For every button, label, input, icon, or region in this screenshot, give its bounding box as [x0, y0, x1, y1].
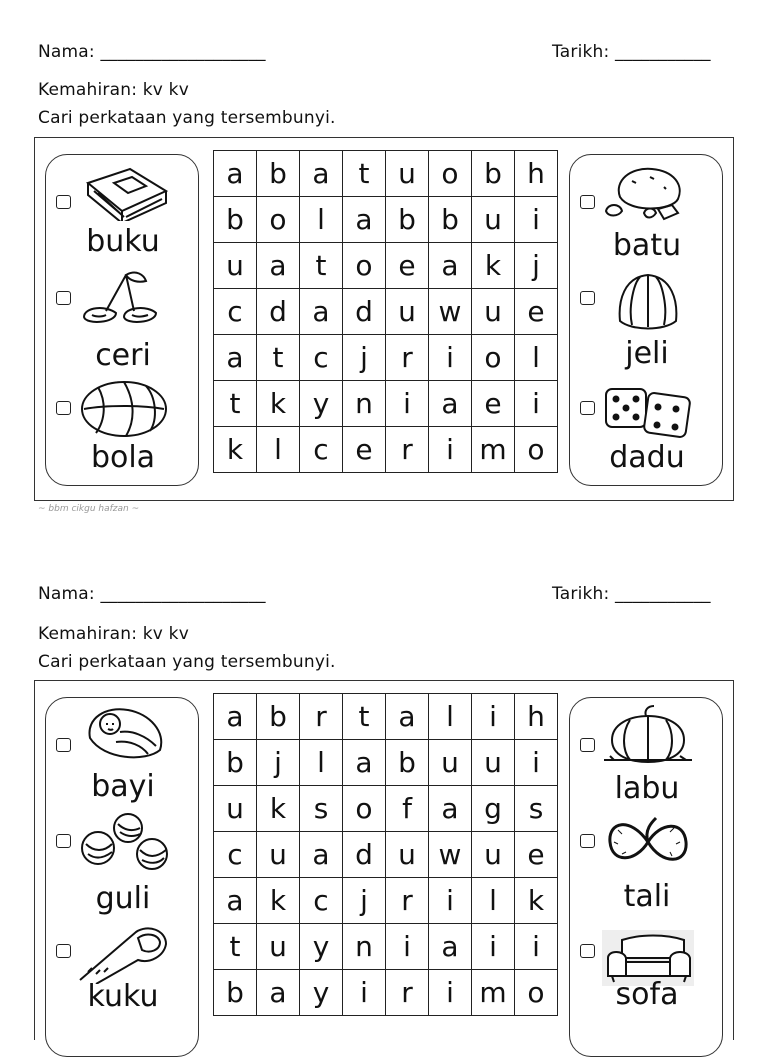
grid-cell[interactable]: u: [472, 740, 515, 786]
grid-cell[interactable]: u: [472, 289, 515, 335]
word-label: dadu: [609, 440, 685, 475]
baby-icon: [76, 702, 172, 762]
word-label: kuku: [87, 979, 159, 1014]
checkbox[interactable]: [580, 834, 595, 848]
grid-cell[interactable]: u: [257, 924, 300, 970]
grid-cell[interactable]: l: [257, 427, 300, 473]
grid-cell[interactable]: h: [515, 694, 558, 740]
grid-cell[interactable]: e: [343, 427, 386, 473]
word-item: [46, 918, 200, 1026]
grid-cell[interactable]: k: [257, 786, 300, 832]
grid-cell[interactable]: b: [472, 151, 515, 197]
grid-row: [214, 197, 558, 243]
instruction: Cari perkataan yang tersembunyi.: [38, 652, 336, 672]
dice-icon: [600, 379, 696, 439]
grid-cell[interactable]: s: [300, 786, 343, 832]
grid-row: [214, 832, 558, 878]
grid-cell[interactable]: t: [343, 694, 386, 740]
ball-icon: [76, 379, 172, 439]
grid-row: [214, 924, 558, 970]
grid-cell[interactable]: u: [386, 832, 429, 878]
grid-cell[interactable]: i: [429, 878, 472, 924]
grid-cell[interactable]: o: [515, 970, 558, 1016]
grid-cell[interactable]: c: [214, 832, 257, 878]
checkbox[interactable]: [580, 738, 595, 752]
grid-cell[interactable]: u: [386, 289, 429, 335]
grid-cell[interactable]: k: [257, 381, 300, 427]
grid-cell[interactable]: a: [300, 832, 343, 878]
grid-cell[interactable]: n: [343, 381, 386, 427]
jelly-icon: [600, 271, 696, 331]
grid-cell[interactable]: c: [214, 289, 257, 335]
grid-cell[interactable]: b: [257, 151, 300, 197]
grid-cell[interactable]: t: [214, 381, 257, 427]
grid-cell[interactable]: b: [386, 197, 429, 243]
grid-row: [214, 878, 558, 924]
right-word-panel: [569, 697, 723, 1057]
grid-row: [214, 694, 558, 740]
checkbox[interactable]: [56, 944, 71, 958]
grid-cell[interactable]: u: [214, 786, 257, 832]
grid-cell[interactable]: u: [386, 151, 429, 197]
word-item: [46, 808, 200, 916]
right-word-panel: [569, 154, 723, 486]
grid-cell[interactable]: i: [472, 924, 515, 970]
grid-cell[interactable]: i: [386, 381, 429, 427]
grid-cell[interactable]: r: [386, 427, 429, 473]
word-item: [46, 698, 200, 806]
grid-cell[interactable]: r: [386, 970, 429, 1016]
grid-cell[interactable]: b: [214, 970, 257, 1016]
word-item: [570, 918, 724, 1026]
checkbox[interactable]: [580, 291, 595, 305]
marbles-icon: [76, 812, 172, 872]
grid-cell[interactable]: t: [257, 335, 300, 381]
grid-cell[interactable]: s: [515, 786, 558, 832]
word-label: batu: [612, 228, 682, 263]
grid-cell[interactable]: a: [429, 381, 472, 427]
grid-cell[interactable]: l: [429, 694, 472, 740]
grid-cell[interactable]: o: [515, 427, 558, 473]
tarikh-label: Tarikh: ___________: [552, 42, 711, 62]
puzzle-frame: [34, 137, 734, 501]
word-label: sofa: [615, 977, 679, 1012]
grid-cell[interactable]: u: [429, 740, 472, 786]
word-item: [46, 155, 200, 263]
grid-cell[interactable]: r: [386, 878, 429, 924]
grid-cell[interactable]: j: [515, 243, 558, 289]
checkbox[interactable]: [56, 291, 71, 305]
checkbox[interactable]: [580, 944, 595, 958]
word-item: [46, 265, 200, 373]
grid-cell[interactable]: k: [257, 878, 300, 924]
grid-cell[interactable]: t: [343, 151, 386, 197]
checkbox[interactable]: [580, 195, 595, 209]
grid-cell[interactable]: a: [429, 786, 472, 832]
checkbox[interactable]: [56, 401, 71, 415]
footer-credit: ~ bbm cikgu hafzan ~: [38, 504, 140, 514]
rock-icon: [600, 163, 696, 223]
grid-cell[interactable]: r: [300, 694, 343, 740]
puzzle-frame: [34, 680, 734, 1040]
word-label: tali: [623, 879, 671, 914]
grid-cell[interactable]: u: [257, 832, 300, 878]
grid-cell[interactable]: l: [515, 335, 558, 381]
grid-cell[interactable]: a: [343, 197, 386, 243]
checkbox[interactable]: [580, 401, 595, 415]
grid-cell[interactable]: i: [429, 335, 472, 381]
grid-cell[interactable]: a: [214, 694, 257, 740]
grid-cell[interactable]: d: [257, 289, 300, 335]
skill-label: Kemahiran: kv kv: [38, 624, 189, 644]
grid-row: [214, 786, 558, 832]
nama-label: Nama: ___________________: [38, 42, 266, 62]
grid-cell[interactable]: n: [343, 924, 386, 970]
grid-cell[interactable]: t: [214, 924, 257, 970]
instruction: Cari perkataan yang tersembunyi.: [38, 108, 336, 128]
grid-cell[interactable]: g: [472, 786, 515, 832]
grid-cell[interactable]: o: [257, 197, 300, 243]
grid-cell[interactable]: o: [429, 151, 472, 197]
grid-cell[interactable]: y: [300, 381, 343, 427]
grid-cell[interactable]: j: [343, 335, 386, 381]
grid-row: [214, 151, 558, 197]
grid-cell[interactable]: a: [429, 924, 472, 970]
fingernail-icon: [76, 924, 172, 984]
word-item: [570, 265, 724, 373]
grid-cell[interactable]: e: [515, 289, 558, 335]
grid-cell[interactable]: a: [429, 243, 472, 289]
grid-cell[interactable]: m: [472, 970, 515, 1016]
grid-cell[interactable]: i: [386, 924, 429, 970]
checkbox[interactable]: [56, 738, 71, 752]
grid-cell[interactable]: a: [257, 243, 300, 289]
word-item: [570, 698, 724, 806]
grid-row: [214, 970, 558, 1016]
grid-cell[interactable]: a: [300, 289, 343, 335]
grid-cell[interactable]: w: [429, 289, 472, 335]
grid-cell[interactable]: c: [300, 427, 343, 473]
word-label: guli: [95, 881, 151, 916]
grid-cell[interactable]: y: [300, 970, 343, 1016]
grid-cell[interactable]: a: [214, 335, 257, 381]
grid-cell[interactable]: a: [386, 694, 429, 740]
grid-cell[interactable]: u: [472, 832, 515, 878]
skill-label: Kemahiran: kv kv: [38, 80, 189, 100]
grid-cell[interactable]: a: [214, 151, 257, 197]
grid-cell[interactable]: r: [386, 335, 429, 381]
grid-cell[interactable]: f: [386, 786, 429, 832]
grid-cell[interactable]: i: [472, 694, 515, 740]
grid-cell[interactable]: o: [343, 243, 386, 289]
grid-cell[interactable]: u: [472, 197, 515, 243]
grid-cell[interactable]: w: [429, 832, 472, 878]
grid-row: [214, 335, 558, 381]
grid-cell[interactable]: d: [343, 832, 386, 878]
word-label: jeli: [625, 336, 669, 371]
grid-cell[interactable]: e: [472, 381, 515, 427]
grid-cell[interactable]: i: [343, 970, 386, 1016]
left-word-panel: [45, 154, 199, 486]
word-item: [570, 808, 724, 916]
grid-cell[interactable]: c: [300, 878, 343, 924]
grid-cell[interactable]: i: [515, 740, 558, 786]
grid-cell[interactable]: a: [257, 970, 300, 1016]
grid-cell[interactable]: b: [214, 197, 257, 243]
grid-cell[interactable]: a: [214, 878, 257, 924]
grid-cell[interactable]: h: [515, 151, 558, 197]
grid-cell[interactable]: j: [257, 740, 300, 786]
grid-cell[interactable]: k: [515, 878, 558, 924]
letter-grid: [213, 693, 558, 1016]
grid-cell[interactable]: u: [214, 243, 257, 289]
grid-cell[interactable]: b: [429, 197, 472, 243]
word-item: [570, 155, 724, 263]
grid-cell[interactable]: e: [515, 832, 558, 878]
grid-cell[interactable]: a: [343, 740, 386, 786]
rope-icon: [600, 812, 696, 872]
grid-cell[interactable]: o: [472, 335, 515, 381]
grid-cell[interactable]: b: [214, 740, 257, 786]
grid-cell[interactable]: b: [386, 740, 429, 786]
grid-cell[interactable]: k: [214, 427, 257, 473]
grid-row: [214, 243, 558, 289]
grid-cell[interactable]: i: [515, 381, 558, 427]
tarikh-label: Tarikh: ___________: [552, 584, 711, 604]
grid-cell[interactable]: a: [300, 151, 343, 197]
grid-cell[interactable]: l: [300, 197, 343, 243]
cherry-icon: [76, 267, 172, 327]
grid-cell[interactable]: t: [300, 243, 343, 289]
grid-cell[interactable]: i: [515, 197, 558, 243]
grid-cell[interactable]: o: [343, 786, 386, 832]
word-label: buku: [86, 224, 160, 259]
nama-label: Nama: ___________________: [38, 584, 266, 604]
grid-cell[interactable]: b: [257, 694, 300, 740]
book-icon: [76, 161, 172, 221]
grid-row: [214, 381, 558, 427]
grid-cell[interactable]: i: [515, 924, 558, 970]
word-label: bayi: [91, 769, 155, 804]
grid-cell[interactable]: i: [429, 427, 472, 473]
grid-cell[interactable]: y: [300, 924, 343, 970]
word-item: [46, 375, 200, 483]
grid-row: [214, 289, 558, 335]
word-label: bola: [90, 440, 156, 475]
grid-cell[interactable]: l: [472, 878, 515, 924]
grid-cell[interactable]: e: [386, 243, 429, 289]
checkbox[interactable]: [56, 834, 71, 848]
word-label: ceri: [95, 338, 151, 373]
grid-cell[interactable]: c: [300, 335, 343, 381]
grid-cell[interactable]: l: [300, 740, 343, 786]
grid-cell[interactable]: k: [472, 243, 515, 289]
grid-cell[interactable]: j: [343, 878, 386, 924]
word-item: [570, 375, 724, 483]
grid-cell[interactable]: d: [343, 289, 386, 335]
letter-grid: [213, 150, 558, 473]
pumpkin-icon: [600, 704, 696, 764]
left-word-panel: [45, 697, 199, 1057]
grid-row: [214, 427, 558, 473]
grid-row: [214, 740, 558, 786]
checkbox[interactable]: [56, 195, 71, 209]
word-label: labu: [614, 771, 680, 806]
grid-cell[interactable]: i: [429, 970, 472, 1016]
grid-cell[interactable]: m: [472, 427, 515, 473]
